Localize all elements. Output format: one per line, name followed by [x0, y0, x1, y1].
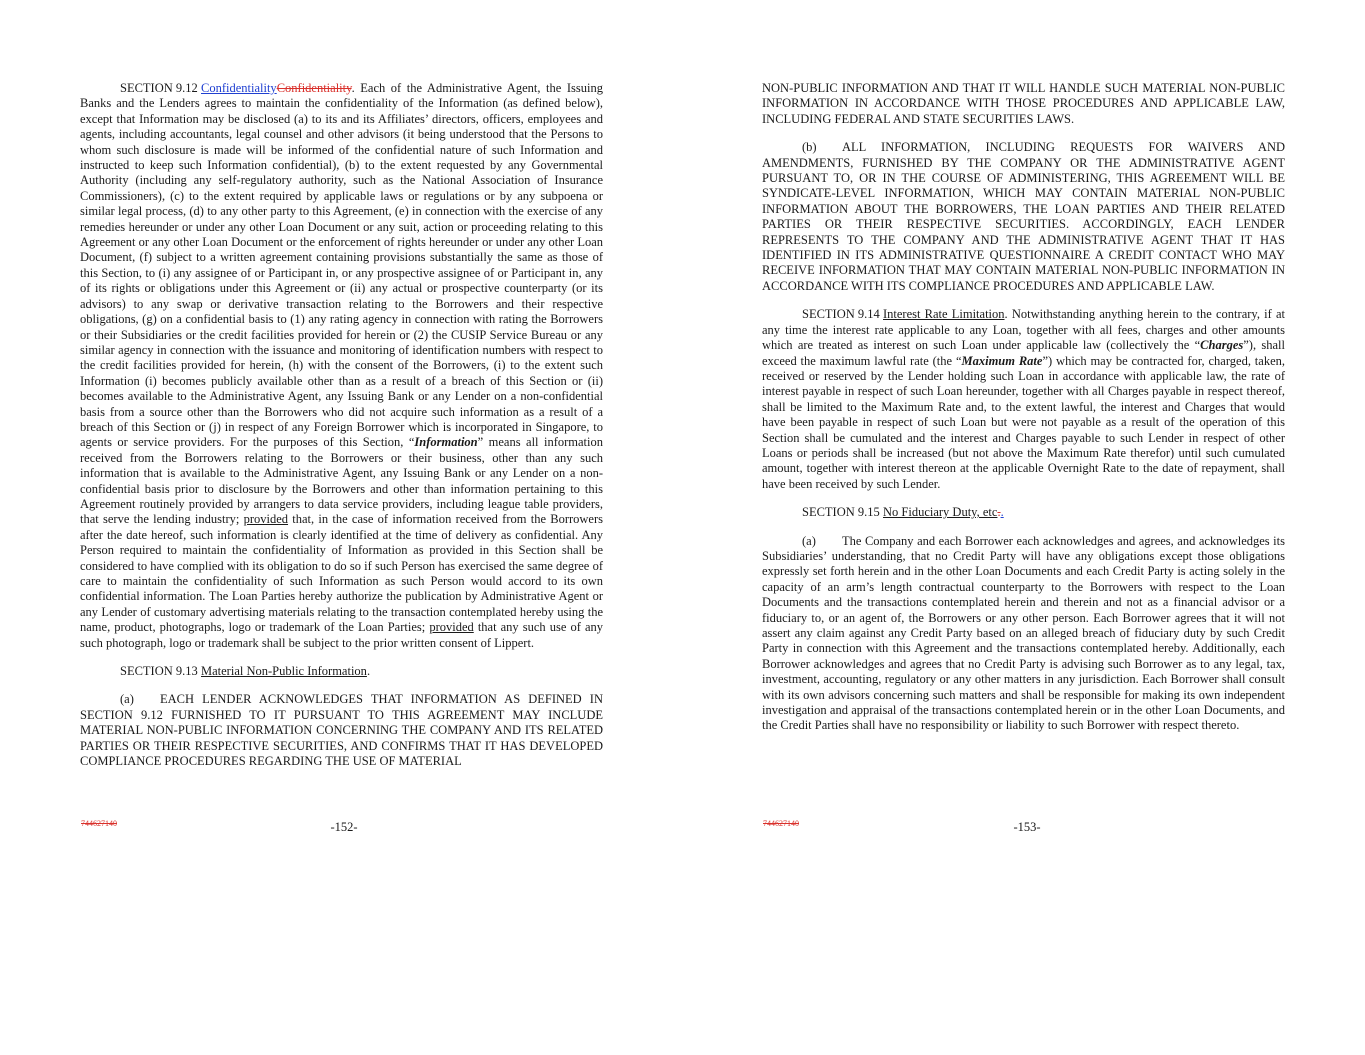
- section-9-15-a-paragraph: [762, 534, 1285, 734]
- page-152: [0, 0, 682, 1055]
- section-9-13-b-text: ALL INFORMATION, INCLUDING REQUESTS FOR WAIVERS AND AMENDMENTS, FURNISHED BY THE COMPANY OR THE ADMINISTRATIVE AGENT PURSUANT TO, OR IN THE COURSE OF ADMINISTERING, THIS AGREEMENT WILL BE SYNDICATE-LEVEL INFORMATION, WHICH MAY CONTAIN MATERIAL NON-PUBLIC INFORMATION ABOUT THE BORROWERS, THE LOAN PARTIES AND THEIR RELATED PARTIES OR THEIR RESPECTIVE SECURITIES. ACCORDINGLY, EACH LENDER REPRESENTS TO THE COMPANY AND THE ADMINISTRATIVE AGENT THAT IT HAS IDENTIFIED IN ITS ADMINISTRATIVE QUESTIONNAIRE A CREDIT CONTACT WHO MAY RECEIVE INFORMATION THAT MAY CONTAIN MATERIAL NON-PUBLIC INFORMATION IN ACCORDANCE WITH ITS COMPLIANCE PROCEDURES AND APPLICABLE LAW.: [762, 140, 1285, 293]
- section-9-12-text-3: that, in the case of information received from the Borrowers after the date hereof, such information is clearly identified at the time of delivery as confidential. Any Person required to maintain the confidentiality of Information as provided in this Section shall be considered to have complied with its obligation to do so if such Person has exercised the same degree of care to maintain the confidentiality of such Information as such Person would accord to its own confidential information. The Loan Parties hereby authorize the publication by Administrative Agent or any Lender of customary advertising materials relating to the transaction contemplated hereby using the name, product, photographs, logo or trademark of the Loan Parties;: [80, 512, 604, 635]
- provided-term-1: provided: [243, 512, 289, 527]
- doc-id-152: 744627140: [81, 819, 117, 828]
- section-9-13-a-paragraph: [80, 692, 603, 769]
- section-9-13-title: Material Non-Public Information: [201, 664, 367, 679]
- information-term: Information: [414, 435, 478, 450]
- maximum-rate-term: Maximum Rate: [961, 353, 1043, 368]
- section-9-15-number: SECTION 9.15: [802, 505, 880, 520]
- section-9-12-text-2: ” means all information received from the Borrowers relating to the Borrowers or their business, other than any such information that is available to the Administrative Agent, any Issuing Bank or any Lender on a non-confidential basis prior to disclosure by the Borrowers and other than information pertaining to this Agreement routinely provided by arrangers to data service providers, including league table providers, that serve the lending industry;: [80, 435, 603, 527]
- section-9-12-text-4: that any such use of any such photograph, logo or trademark shall be subject to the prior written consent of Lippert.: [80, 620, 604, 650]
- section-9-12-text-1: . Each of the Administrative Agent, the Issuing Banks and the Lenders agrees to maintain the confidentiality of the Information (as defined below), except that Information may be disclosed (a) to its and its Affiliates’ directors, officers, employees and agents, including accountants, legal counsel and other advisors (it being understood that the Persons to whom such disclosure is made will be informed of the confidential nature of such Information and instructed to keep such Information confidential), (b) to the extent requested by any Governmental Authority (including any self-regulatory authority, such as the National Association of Insurance Commissioners), (c) to the extent required by applicable laws or regulations or by any subpoena or similar legal process, (d) to any other party to this Agreement, (e) in connection with the exercise of any remedies hereunder or under any other Loan Document or any suit, action or proceeding relating to this Agreement or any other Loan Document or the enforcement of rights hereunder or under any other Loan Document, (f) subject to a written agreement containing provisions substantially the same as those of this Section, to (i) any assignee of or Participant in, or any prospective assignee of or Participant in, any of its rights or obligations under this Agreement or (ii) any actual or prospective counterparty (or its advisors) to any swap or derivative transaction relating to the Borrowers and their respective obligations, (g) on a confidential basis to (1) any rating agency in connection with rating the Borrowers or their Subsidiaries or the credit facilities provided for herein or (2) the CUSIP Service Bureau or any similar agency in connection with the issuance and monitoring of identification numbers with respect to the credit facilities provided for herein, (h) with the consent of the Borrowers, (i) to the extent such Information (i) becomes publicly available other than as a result of a breach of this Section or (ii) becomes available to the Administrative Agent, any Issuing Bank or any Lender on a non-confidential basis from a source other than the Borrowers who did not acquire such information as a result of a breach of this Section or (j) in respect of any Foreign Borrower which is incorporated in Singapore, to agents or service providers. For the purposes of this Section, “: [80, 81, 603, 450]
- section-9-15-heading: [762, 505, 1285, 520]
- section-9-12-number: SECTION 9.12: [120, 81, 198, 95]
- section-9-14-text-3: ”) which may be contracted for, charged, taken, received or reserved by the Lender holding such Loan in accordance with applicable law, the rate of interest payable in respect of such Loan hereunder, together with all Charges payable in respect thereof, shall be limited to the Maximum Rate and, to the extent lawful, the interest and Charges that would have been payable in respect of such Loan but were not payable as a result of the operation of this Section shall be cumulated and the interest and Charges payable to such Lender in respect of other Loans or periods shall be increased (but not above the Maximum Rate therefor) until such cumulated amount, together with interest thereon at the applicable Overnight Rate to the date of repayment, shall have been received by such Lender.: [762, 353, 1286, 491]
- page-153: [682, 0, 1365, 1055]
- section-9-14-paragraph: [762, 307, 1285, 492]
- section-9-12-paragraph: [80, 81, 603, 651]
- section-9-13-heading: [80, 664, 603, 679]
- section-9-13-a-continued: NON-PUBLIC INFORMATION AND THAT IT WILL HANDLE SUCH MATERIAL NON-PUBLIC INFORMATION IN ACCORDANCE WITH THOSE PROCEDURES AND APPLICABLE LAW, INCLUDING FEDERAL AND STATE SECURITIES LAWS.: [762, 81, 1285, 126]
- section-9-13-b-paragraph: [762, 140, 1285, 294]
- section-9-12-title-deleted: Confidentiality: [276, 81, 352, 95]
- section-9-13-a-label: (a): [120, 692, 134, 707]
- section-9-13-b-label: (b): [802, 140, 817, 155]
- section-9-12-title-inserted: Confidentiality: [201, 81, 277, 95]
- section-9-13-number: SECTION 9.13: [120, 664, 198, 679]
- provided-term-2: provided: [429, 620, 474, 635]
- doc-id-153: 744627140: [763, 819, 799, 828]
- section-9-15-title-deleted: .: [997, 505, 1001, 520]
- section-9-13-title-period: .: [366, 664, 371, 679]
- section-9-15-title: No Fiduciary Duty, etc: [883, 505, 998, 520]
- section-9-15-a-label: (a): [802, 533, 816, 548]
- page-152-body: [80, 81, 603, 769]
- page-number-153: -153-: [1013, 820, 1041, 834]
- section-9-15-a-text: The Company and each Borrower each acknowledges and agrees, and acknowledges its Subsidiaries’ understanding, that no Credit Party will have any obligations except those obligations expressly set forth herein and in the other Loan Documents and each Credit Party is acting solely in the capacity of an arm’s length contractual counterparty to the Borrowers with respect to the Loan Documents and the transactions contemplated herein and therein and not as a financial advisor or a fiduciary to, or an agent of, the Borrowers or any other person. Each Borrower agrees that it will not assert any claim against any Credit Party based on an alleged breach of fiduciary duty by such Credit Party in connection with this Agreement and the transactions contemplated hereby. Additionally, each Borrower acknowledges and agrees that no Credit Party is advising such Borrower as to any legal, tax, investment, accounting, regulatory or any other matters in any jurisdiction. Each Borrower shall consult with its own advisors concerning such matters and shall be responsible for making its own independent investigation and appraisal of the transactions contemplated herein or in the other Loan Documents, and the Credit Parties shall have no responsibility or liability to such Borrower with respect thereto.: [762, 533, 1285, 733]
- section-9-14-number: SECTION 9.14: [802, 307, 880, 322]
- section-9-14-text-1: . Notwithstanding anything herein to the contrary, if at any time the interest rate applicable to any Loan, together with all fees, charges and other amounts which are treated as interest on such Loan under applicable law (collectively the “: [762, 307, 1285, 353]
- section-9-14-title: Interest Rate Limitation: [883, 307, 1005, 322]
- charges-term: Charges: [1200, 338, 1244, 353]
- section-9-15-title-inserted: .: [1000, 505, 1004, 520]
- section-9-14-text-2: ”), shall exceed the maximum lawful rate (the “: [762, 338, 1285, 368]
- section-9-13-a-text: EACH LENDER ACKNOWLEDGES THAT INFORMATION AS DEFINED IN SECTION 9.12 FURNISHED TO IT PURSUANT TO THIS AGREEMENT MAY INCLUDE MATERIAL NON-PUBLIC INFORMATION CONCERNING THE COMPANY AND ITS RELATED PARTIES OR THEIR RESPECTIVE SECURITIES, AND CONFIRMS THAT IT HAS DEVELOPED COMPLIANCE PROCEDURES REGARDING THE USE OF MATERIAL: [80, 692, 603, 769]
- page-number-152: -152-: [330, 820, 358, 834]
- page-153-body: [762, 81, 1285, 734]
